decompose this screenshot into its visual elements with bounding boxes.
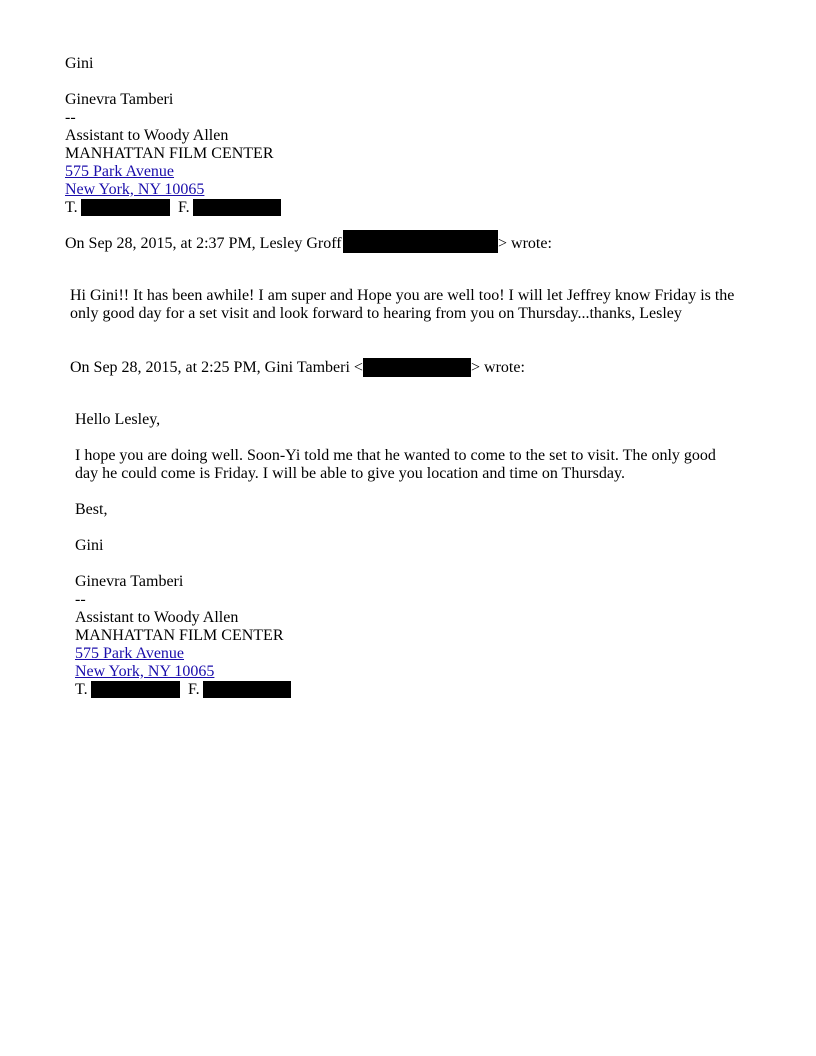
- redacted-fax: [193, 199, 281, 216]
- signature-company: MANHATTAN FILM CENTER: [65, 145, 274, 162]
- signature-company: MANHATTAN FILM CENTER: [75, 627, 284, 644]
- signature-title: Assistant to Woody Allen: [65, 127, 229, 144]
- reply-body-line: only good day for a set visit and look forward to hearing from you on Thursday...thanks, Lesley: [70, 305, 682, 322]
- signature-salutation: Gini: [75, 537, 104, 554]
- message-body-line: I hope you are doing well. Soon-Yi told me that he wanted to come to the set to visit. The only good: [75, 447, 716, 464]
- signature-salutation: Gini: [65, 55, 94, 72]
- redacted-email: [363, 358, 471, 377]
- signature-title: Assistant to Woody Allen: [75, 609, 239, 626]
- phone-label: T.: [65, 199, 78, 216]
- signature-name: Ginevra Tamberi: [65, 91, 174, 108]
- message-body-line: day he could come is Friday. I will be able to give you location and time on Thursday.: [75, 465, 625, 482]
- redacted-phone: [91, 681, 180, 698]
- message-closing: Best,: [75, 501, 108, 518]
- reply-header-suffix: > wrote:: [498, 235, 552, 252]
- signature-separator: --: [75, 591, 86, 608]
- address-street-link[interactable]: 575 Park Avenue: [65, 163, 175, 180]
- reply-header-prefix: On Sep 28, 2015, at 2:25 PM, Gini Tamberi <: [70, 359, 363, 376]
- phone-label: T.: [75, 681, 88, 698]
- reply-header-suffix: > wrote:: [471, 359, 525, 376]
- redacted-email: [343, 230, 498, 253]
- redacted-fax: [203, 681, 291, 698]
- signature-separator: --: [65, 109, 76, 126]
- address-city-link[interactable]: New York, NY 10065: [65, 181, 205, 198]
- fax-label: F.: [188, 681, 200, 698]
- address-city-link[interactable]: New York, NY 10065: [75, 663, 215, 680]
- reply-body-line: Hi Gini!! It has been awhile! I am super and Hope you are well too! I will let Jeffrey know Friday is the: [70, 287, 735, 304]
- signature-name: Ginevra Tamberi: [75, 573, 184, 590]
- redacted-phone: [81, 199, 170, 216]
- fax-label: F.: [178, 199, 190, 216]
- address-street-link[interactable]: 575 Park Avenue: [75, 645, 185, 662]
- reply-header-prefix: On Sep 28, 2015, at 2:37 PM, Lesley Groff: [65, 235, 342, 252]
- message-greeting: Hello Lesley,: [75, 411, 161, 428]
